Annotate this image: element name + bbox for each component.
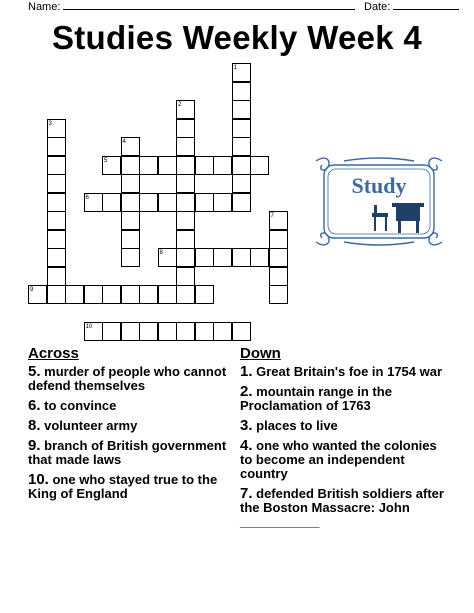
down-clues (240, 346, 450, 535)
crossword-cell[interactable] (47, 248, 66, 267)
page-title: Studies Weekly Week 4 (51, 19, 423, 56)
crossword-cell[interactable] (121, 211, 140, 230)
crossword-cell[interactable] (102, 193, 121, 212)
crossword-cell[interactable] (102, 322, 121, 341)
crossword-cell[interactable] (158, 322, 177, 341)
clue-down-2: 2. mountain range in the Proclamation of 1763 (240, 383, 392, 413)
cell-number: 7 (270, 213, 274, 219)
crossword-cell[interactable] (121, 248, 140, 267)
crossword-cell[interactable] (176, 211, 195, 230)
crossword-cell[interactable] (84, 193, 103, 212)
crossword-cell[interactable] (176, 322, 195, 341)
clue-down-1: 1. Great Britain's foe in 1754 war (240, 363, 443, 380)
crossword-cell[interactable] (269, 267, 288, 286)
crossword-cell[interactable] (102, 285, 121, 304)
crossword-cell[interactable] (213, 248, 232, 267)
crossword-cell[interactable] (102, 156, 121, 175)
cell-number: 6 (85, 194, 89, 201)
crossword-cell[interactable] (176, 193, 195, 212)
crossword-cell[interactable] (232, 174, 251, 193)
crossword-cell[interactable] (121, 322, 140, 341)
crossword-cell[interactable] (195, 156, 214, 175)
crossword-cell[interactable] (121, 156, 140, 175)
crossword-cell[interactable] (28, 285, 47, 304)
crossword-cell[interactable] (121, 230, 140, 249)
crossword-cell[interactable] (47, 137, 66, 156)
crossword-cell[interactable] (232, 82, 251, 101)
crossword-cell[interactable] (195, 285, 214, 304)
crossword-cell[interactable] (213, 322, 232, 341)
crossword-cell[interactable] (139, 193, 158, 212)
crossword-cell[interactable] (121, 193, 140, 212)
crossword-cell[interactable] (176, 248, 195, 267)
cell-number: 5 (104, 157, 108, 164)
desk-icon (372, 203, 424, 233)
crossword-cell[interactable] (84, 322, 103, 341)
crossword-cell[interactable] (158, 156, 177, 175)
crossword-cell[interactable] (139, 156, 158, 175)
crossword-cell[interactable] (269, 285, 288, 304)
crossword-cell[interactable] (158, 248, 177, 267)
crossword-cell[interactable] (176, 119, 195, 138)
crossword-cell[interactable] (65, 285, 84, 304)
crossword-cell[interactable] (47, 267, 66, 286)
crossword-cell[interactable] (176, 267, 195, 286)
across-clues (28, 346, 233, 507)
crossword-cell[interactable] (232, 322, 251, 341)
crossword-cell[interactable] (250, 156, 269, 175)
crossword-cell[interactable] (232, 137, 251, 156)
across-heading: Across (28, 345, 79, 362)
clue-down-3: 3. places to live (240, 417, 338, 434)
study-logo (314, 155, 444, 248)
clue-down-4: 4. one who wanted the colonies to become an independent country (240, 437, 437, 481)
clue-across-10: 10. one who stayed true to the King of England (28, 471, 218, 501)
crossword-cell[interactable] (195, 248, 214, 267)
clue-across-8: 8. volunteer army (28, 417, 138, 434)
crossword-cell[interactable] (47, 230, 66, 249)
crossword-cell[interactable] (158, 285, 177, 304)
down-heading: Down (240, 345, 281, 362)
cell-number: 1 (233, 65, 237, 71)
crossword-cell[interactable] (158, 193, 177, 212)
crossword-cell[interactable] (47, 193, 66, 212)
cell-number: 3 (48, 120, 52, 127)
crossword-cell[interactable] (176, 137, 195, 156)
crossword-cell[interactable] (176, 230, 195, 249)
cell-number: 2 (178, 102, 182, 108)
crossword-cell[interactable] (47, 211, 66, 230)
crossword-cell[interactable] (250, 248, 269, 267)
clue-across-6: 6. to convince (28, 397, 117, 414)
crossword-cell[interactable] (269, 230, 288, 249)
crossword-cell[interactable] (139, 322, 158, 341)
crossword-cell[interactable] (232, 193, 251, 212)
cell-number: 4 (122, 139, 126, 145)
crossword-cell[interactable] (47, 156, 66, 175)
crossword-cell[interactable] (232, 100, 251, 119)
logo-text: Study (351, 173, 407, 198)
name-label: Name: (28, 1, 61, 13)
clue-across-9: 9. branch of British government that made laws (28, 437, 227, 467)
cell-number: 10 (85, 324, 93, 330)
crossword-cell[interactable] (84, 285, 103, 304)
clue-down-7: 7. defended British soldiers after the Boston Massacre: John ___________ (240, 485, 444, 529)
crossword-cell[interactable] (232, 63, 251, 82)
crossword-cell[interactable] (269, 211, 288, 230)
cell-number: 8 (159, 250, 163, 256)
crossword-cell[interactable] (232, 156, 251, 175)
crossword-cell[interactable] (47, 174, 66, 193)
crossword-cell[interactable] (195, 193, 214, 212)
crossword-cell[interactable] (121, 174, 140, 193)
crossword-cell[interactable] (47, 285, 66, 304)
crossword-cell[interactable] (213, 156, 232, 175)
crossword-cell[interactable] (269, 248, 288, 267)
crossword-cell[interactable] (176, 174, 195, 193)
crossword-cell[interactable] (176, 100, 195, 119)
cell-number: 9 (30, 287, 34, 293)
crossword-cell[interactable] (139, 285, 158, 304)
crossword-cell[interactable] (176, 156, 195, 175)
crossword-cell[interactable] (121, 285, 140, 304)
crossword-cell[interactable] (121, 137, 140, 156)
crossword-cell[interactable] (232, 248, 251, 267)
crossword-cell[interactable] (232, 119, 251, 138)
crossword-cell[interactable] (176, 285, 195, 304)
date-label: Date: (364, 1, 391, 13)
clue-across-5: 5. murder of people who cannot defend themselves (28, 363, 227, 393)
crossword-cell[interactable] (213, 193, 232, 212)
crossword-cell[interactable] (47, 119, 66, 138)
crossword-cell[interactable] (195, 322, 214, 341)
